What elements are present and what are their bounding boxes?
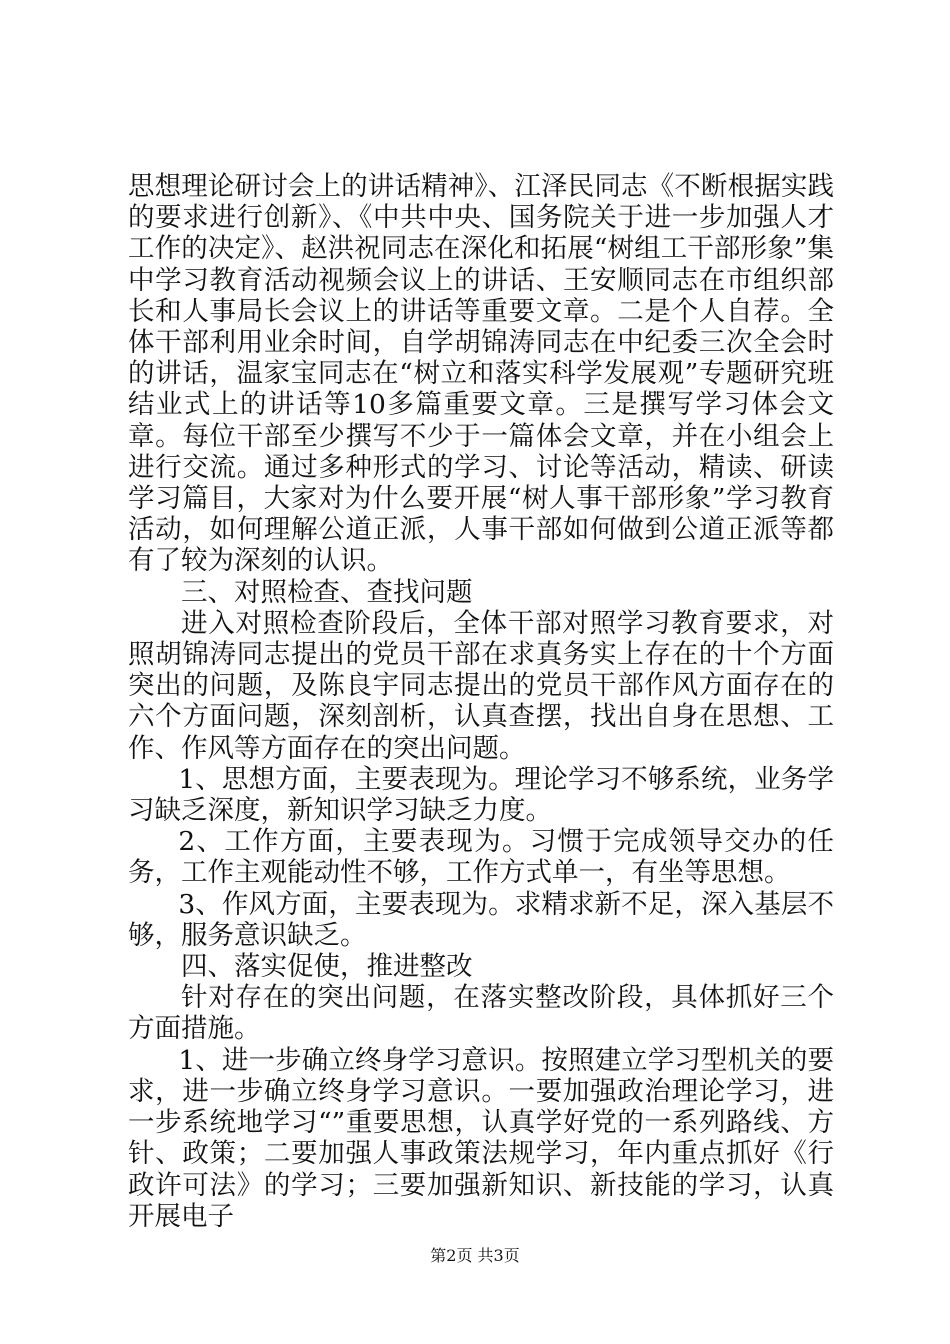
list-item-lifelong-learning: 1、进一步确立终身学习意识。按照建立学习型机关的要求，进一步确立终身学习意识。一要加强政治理论学习，进一步系统地学习“”重要思想，认真学好党的一系列路线、方针、政策；二要加强人事政策法规学习，年内重点抓好《行政许可法》的学习；三要加强新知识、新技能的学习，认真开展电子 [128,1044,834,1232]
list-item-thinking: 1、思想方面，主要表现为。理论学习不够系统，业务学习缺乏深度，新知识学习缺乏力度。 [128,763,834,827]
paragraph-study-summary: 思想理论研讨会上的讲话精神》、江泽民同志《不断根据实践的要求进行创新》、《中共中央、国务院关于进一步加强人才工作的决定》、赵洪祝同志在深化和拓展“树组工干部形象”集中学习教育活动视频会议上的讲话、王安顺同志在市组织部长和人事局长会议上的讲话等重要文章。二是个人自荐。全体干部利用业余时间，自学胡锦涛同志在中纪委三次全会时的讲话，温家宝同志在“树立和落实科学发展观”专题研究班结业式上的讲话等10多篇重要文章。三是撰写学习体会文章。每位干部至少撰写不少于一篇体会文章，并在小组会上进行交流。通过多种形式的学习、讨论等活动，精读、研读学习篇目，大家对为什么要开展“树人事干部形象”学习教育活动，如何理解公道正派，人事干部如何做到公道正派等都有了较为深刻的认识。 [128,171,834,577]
paragraph-rectify-intro: 针对存在的突出问题，在落实整改阶段，具体抓好三个方面措施。 [128,982,834,1045]
list-item-work: 2、工作方面，主要表现为。习惯于完成领导交办的任务，工作主观能动性不够，工作方式单一，有坐等思想。 [128,826,834,889]
section-heading-check: 三、对照检查、查找问题 [181,576,473,608]
paragraph-check-stage: 进入对照检查阶段后，全体干部对照学习教育要求，对照胡锦涛同志提出的党员干部在求真务实上存在的十个方面突出的问题，及陈良宇同志提出的党员干部作风方面存在的六个方面问题，深刻剖析，认真查摆，找出自身在思想、工作、作风等方面存在的突出问题。 [128,607,834,764]
section-heading-rectify: 四、落实促使，推进整改 [181,951,473,983]
page-number-footer: 第2页 共3页 [430,1246,520,1265]
list-item-style: 3、作风方面，主要表现为。求精求新不足，深入基层不够，服务意识缺乏。 [128,888,834,951]
document-body [128,171,834,1232]
